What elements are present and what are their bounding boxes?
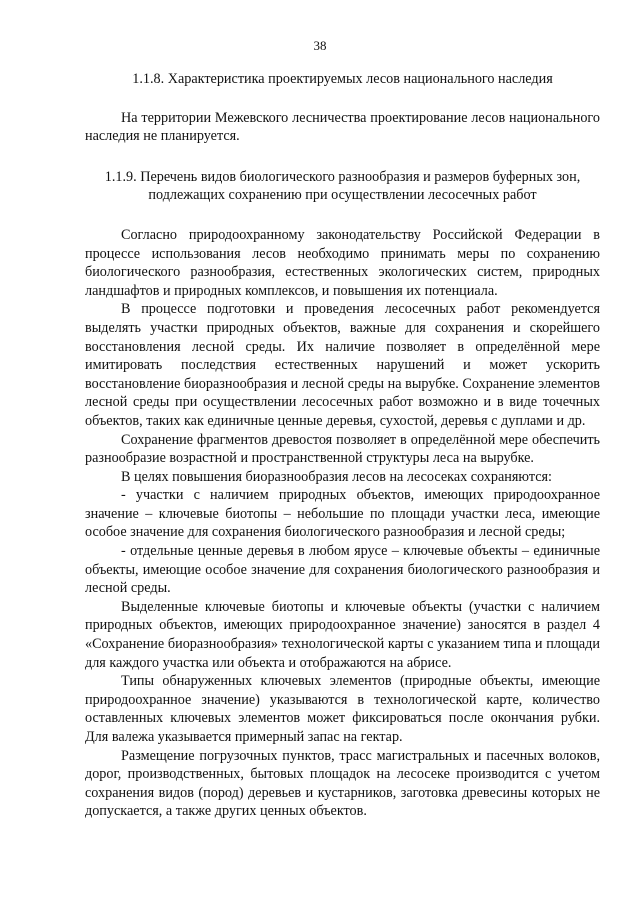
paragraph: Сохранение фрагментов древостоя позволяет в определённой мере обеспечить разнообразие возрастной и пространственной структуры леса на вырубке. [85, 431, 600, 467]
page-number: 38 [313, 38, 327, 53]
section-heading-1-1-8: 1.1.8. Характеристика проектируемых лесов национального наследия [132, 71, 553, 87]
paragraph: Размещение погрузочных пунктов, трасс магистральных и пасечных волоков, дорог, производственных, бытовых площадок на лесосеке производится с учетом сохранения видов (пород) деревьев и кустарников, заготовка древесины которых не допускается, а также других ценных объектов. [85, 747, 600, 820]
section-heading-1-1-9-line1: 1.1.9. Перечень видов биологического разнообразия и размеров буферных зон, [104, 168, 581, 185]
section-heading-1-1-9-line2: подлежащих сохранению при осуществлении лесосечных работ [148, 187, 537, 204]
paragraph: Выделенные ключевые биотопы и ключевые объекты (участки с наличием природных объектов, имеющих природоохранное значение) заносятся в раздел 4 «Сохранение биоразнообразия» технологической карты с указанием типа и площади для каждого участка или объекта и отображаются на абрисе. [85, 598, 600, 671]
list-item-key-biotopes: - участки с наличием природных объектов, имеющих природоохранное значение – ключевые биотопы – небольшие по площади участки леса, имеющие особое значение для сохранения биологического разнообразия и лесной среды; [85, 487, 600, 541]
paragraph: Типы обнаруженных ключевых элементов (природные объекты, имеющие природоохранное значение) указываются в технологической карте, количество оставленных ключевых элементов может фиксироваться после окончания рубки. Для валежа указывается примерный запас на гектар. [85, 673, 600, 745]
document-body [85, 70, 600, 821]
paragraph-national-heritage: На территории Межевского лесничества проектирование лесов национального наследия не планируется. [85, 109, 600, 145]
paragraph: В процессе подготовки и проведения лесосечных работ рекомендуется выделять участки природных объектов, важные для сохранения и скорейшего восстановления лесной среды. Их наличие позволяет в определённой мере имитировать последствия естественных нарушений и может ускорить восстановление биоразнообразия и лесной среды на вырубке. Сохранение элементов лесной среды при осуществлении лесосечных работ возможно и в виде точечных объектов, таких как единичные ценные деревья, сухостой, деревья с дуплами и др. [85, 301, 600, 429]
list-item-key-objects: - отдельные ценные деревья в любом ярусе – ключевые объекты – единичные объекты, имеющие особое значение для сохранения биологического разнообразия и лесной среды. [85, 543, 600, 597]
section-heading-1-1-9 [85, 168, 600, 205]
paragraph: В целях повышения биоразнообразия лесов на лесосеках сохраняются: [121, 468, 552, 485]
paragraph: Согласно природоохранному законодательству Российской Федерации в процессе использования лесов необходимо принимать меры по сохранению биологического разнообразия, естественных экологических систем, природных ландшафтов и природных комплексов, и повышения их потенциала. [85, 226, 600, 299]
